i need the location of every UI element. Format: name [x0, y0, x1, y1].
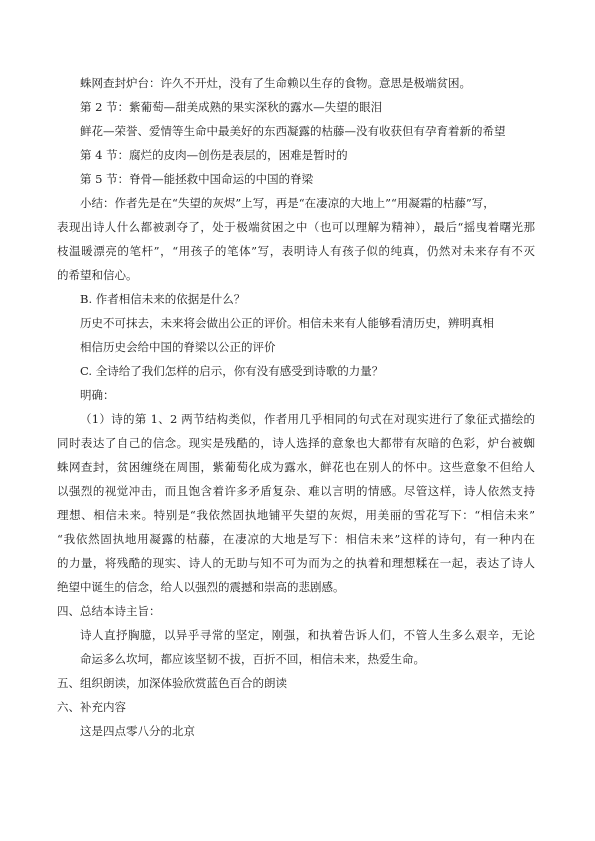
- text-line: 以强烈的视觉冲击，而且饱含着许多矛盾复杂、难以言明的情感。尽管这样，诗人依然支持: [57, 484, 535, 498]
- text-line: 同时表达了自己的信念。现实是残酷的，诗人选择的意象也大都带有灰暗的色彩，炉台被蜘: [57, 436, 535, 450]
- text-line: 的力量，将残酷的现实、诗人的无助与知不可为而为之的执着和理想糅在一起，表达了诗人: [57, 556, 535, 570]
- text-line: 蛛网查封炉台：许久不开灶，没有了生命赖以生存的食物。意思是极端贫困。: [80, 76, 471, 90]
- text-line: 命运多么坎坷，都应该坚韧不拔，百折不回，相信未来，热爱生命。: [80, 652, 425, 666]
- section-heading: 五、组织朗读，加深体验欣赏蓝色百合的朗读: [57, 676, 287, 690]
- text-line: C. 全诗给了我们怎样的启示，你有没有感受到诗歌的力量？: [80, 364, 384, 378]
- section-heading: 四、总结本诗主旨：: [57, 604, 161, 618]
- section-heading: 六、补充内容: [57, 700, 126, 714]
- text-line: 鲜花—荣誉、爱情等生命中最美好的东西凝露的枯藤—没有收获但有孕育着新的希望: [80, 124, 506, 138]
- text-line: 蛛网查封，贫困缠绕在周围，紫葡萄化成为露水，鲜花也在别人的怀中。这些意象不但给人: [57, 460, 535, 474]
- text-line: 第 2 节：紫葡萄—甜美成熟的果实深秋的露水—失望的眼泪: [80, 100, 383, 114]
- text-line: 理想、相信未来。特别是“我依然固执地铺平失望的灰烬，用美丽的雪花写下：“相信未来”: [57, 508, 535, 522]
- text-line: 明确：: [80, 388, 115, 402]
- text-line: 绝望中诞生的信念，给人以强烈的震撼和崇高的悲剧感。: [57, 580, 345, 594]
- text-line: 这是四点零八分的北京: [80, 724, 195, 738]
- text-line: 第 4 节：腐烂的皮肉—创伤是表层的，困难是暂时的: [80, 148, 348, 162]
- text-line: 枝温暖漂亮的笔杆”，“用孩子的笔体”写，表明诗人有孩子似的纯真，仍然对未来存有不灭: [57, 244, 535, 258]
- text-line: “我依然固执地用凝露的枯藤，在凄凉的大地是写下：相信未来”这样的诗句，有一种内在: [57, 532, 535, 546]
- text-line: B. 作者相信未来的依据是什么？: [80, 292, 246, 306]
- text-line: 的希望和信心。: [57, 268, 138, 282]
- text-line: 相信历史会给中国的脊梁以公正的评价: [80, 340, 276, 354]
- text-line: （1）诗的第 1、2 两节结构类似，作者用几乎相同的句式在对现实进行了象征式描绘的: [80, 412, 535, 426]
- text-line: 表现出诗人什么都被剥夺了，处于极端贫困之中（也可以理解为精神），最后“摇曳着曙光那: [57, 220, 535, 234]
- text-line: 第 5 节：脊骨—能拯救中国命运的中国的脊梁: [80, 172, 314, 186]
- text-line: 历史不可抹去，未来将会做出公正的评价。相信未来有人能够看清历史，辨明真相: [80, 316, 494, 330]
- text-line: 诗人直抒胸臆，以异乎寻常的坚定，刚强，和执着告诉人们，不管人生多么艰辛，无论: [80, 628, 535, 642]
- text-line: 小结：作者先是在“失望的灰烬”上写，再是“在凄凉的大地上”“用凝霜的枯藤”写，: [80, 196, 495, 210]
